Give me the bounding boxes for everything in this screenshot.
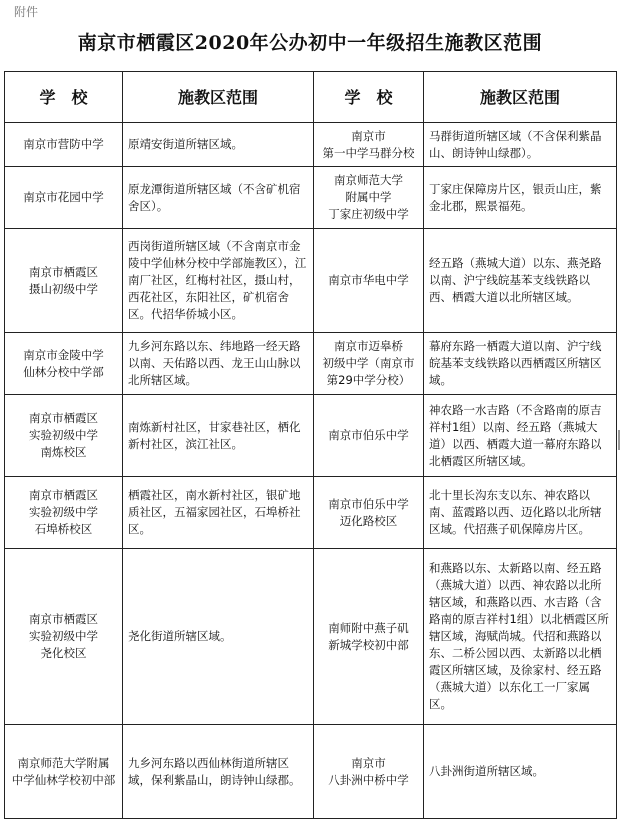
- school-name-line: 南京市华电中学: [328, 273, 409, 287]
- table-header-row: [5, 72, 617, 123]
- left-area-cell: 西岗街道所辖区域（不含南京市金陵中学仙林分校中学部施教区），江南厂社区，红梅村社区，摄山村，西花社区，东阳社区，矿机宿舍区。代招华侨城小区。: [123, 229, 314, 333]
- table-row: [5, 333, 617, 395]
- left-school-cell: [5, 395, 123, 477]
- school-name-line: 南京市: [351, 755, 386, 770]
- school-name-line: 南京市迈皋桥: [334, 339, 403, 353]
- table-row: [5, 167, 617, 229]
- school-name-line: 南京师范大学: [334, 173, 403, 187]
- left-school-cell: [5, 167, 123, 229]
- right-school-cell: [314, 333, 424, 395]
- right-school-cell: [314, 477, 424, 549]
- school-name-line: 南京市栖霞区: [29, 264, 98, 279]
- table-row: [5, 229, 617, 333]
- school-name-line: 南京市栖霞区: [29, 612, 98, 626]
- right-school-cell: [314, 123, 424, 167]
- school-name-line: 南京市花园中学: [23, 190, 104, 204]
- left-school-cell: [5, 123, 123, 167]
- school-name-line: 南炼校区: [40, 445, 87, 459]
- left-area-cell: 原龙潭街道所辖区域（不含矿机宿舍区）。: [123, 167, 314, 229]
- school-name-line: 摄山初级中学: [29, 281, 98, 296]
- school-name-line: 丁家庄初级中学: [328, 207, 409, 221]
- header-school-right: 学 校: [314, 72, 424, 123]
- school-name-line: 迈化路校区: [339, 513, 398, 528]
- school-name-line: 第一中学马群分校: [322, 145, 415, 160]
- school-name-line: 南京市栖霞区: [29, 411, 98, 425]
- right-school-cell: [314, 725, 424, 819]
- right-area-cell: 幕府东路一栖霞大道以南、沪宁线皖基苯支线铁路以西栖霞区所辖区域。: [424, 333, 617, 395]
- school-name-line: 南京市: [351, 128, 386, 143]
- left-area-cell: 原靖安街道所辖区域。: [123, 123, 314, 167]
- table-row: [5, 477, 617, 549]
- right-area-cell: 丁家庄保障房片区，银贡山庄，紫金北郡，熙景福苑。: [424, 167, 617, 229]
- school-name-line: 石埠桥校区: [34, 522, 93, 536]
- left-area-cell: 九乡河东路以西仙林街道所辖区域，保利紫晶山，朗诗钟山绿郡。: [123, 725, 314, 819]
- left-school-cell: [5, 229, 123, 333]
- right-school-cell: [314, 229, 424, 333]
- right-school-cell: [314, 549, 424, 725]
- header-area-left: 施教区范围: [123, 72, 314, 123]
- school-name-line: 新城学校初中部: [328, 637, 409, 652]
- school-name-line: 实验初级中学: [29, 629, 98, 643]
- right-area-cell: 和燕路以东、太新路以南、经五路（燕城大道）以西、神农路以北所辖区域，和燕路以西、水吉路（含路南的原吉祥村1组）以北栖霞区所辖区域，海赋尚城。代招和燕路以东、二桥公园以西、太新路以北栖霞区所辖区域，及徐家村、经五路（燕城大道）以东化工一厂家属区。: [424, 549, 617, 725]
- left-school-cell: [5, 333, 123, 395]
- school-name-line: 初级中学（南京市: [322, 356, 415, 370]
- right-area-cell: 北十里长沟东支以东、神农路以南、蓝霞路以西、迈化路以北所辖区域。代招燕子矶保障房片区。: [424, 477, 617, 549]
- right-area-cell: 经五路（燕城大道）以东、燕尧路以南、沪宁线皖基苯支线铁路以西、栖霞大道以北所辖区域。: [424, 229, 617, 333]
- left-school-cell: [5, 725, 123, 819]
- school-name-line: 仙林分校中学部: [23, 364, 104, 379]
- school-name-line: 第29中学分校）: [326, 373, 411, 387]
- left-area-cell: 九乡河东路以东、纬地路一经天路以南、天佑路以西、龙王山山脉以北所辖区域。: [123, 333, 314, 395]
- left-school-cell: [5, 549, 123, 725]
- right-area-cell: 神农路一水吉路（不含路南的原吉祥村1组）以南、经五路（燕城大道）以西、栖霞大道一幕府东路以北栖霞区所辖区域。: [424, 395, 617, 477]
- header-area-right: 施教区范围: [424, 72, 617, 123]
- table-row: [5, 395, 617, 477]
- table-body: [5, 123, 617, 819]
- school-name-line: 南师附中燕子矶: [328, 620, 409, 635]
- document-title: 南京市栖霞区2020年公办初中一年级招生施教区范围: [77, 32, 543, 54]
- table-row: [5, 725, 617, 819]
- school-name-line: 附属中学: [345, 190, 392, 204]
- right-area-cell: 八卦洲街道所辖区域。: [424, 725, 617, 819]
- school-name-line: 南京市金陵中学: [23, 347, 104, 362]
- header-school-left: 学 校: [5, 72, 123, 123]
- school-name-line: 实验初级中学: [29, 428, 98, 442]
- school-name-line: 南京市营防中学: [23, 137, 104, 151]
- school-name-line: 南京市伯乐中学: [328, 428, 409, 442]
- left-area-cell: 南炼新村社区，甘家巷社区，栖化新村社区，滨江社区。: [123, 395, 314, 477]
- right-school-cell: [314, 395, 424, 477]
- table-row: [5, 123, 617, 167]
- school-name-line: 八卦洲中桥中学: [328, 772, 409, 787]
- table-row: [5, 549, 617, 725]
- left-area-cell: 尧化街道所辖区域。: [123, 549, 314, 725]
- attachment-label: 附件: [14, 5, 39, 19]
- right-school-cell: [314, 167, 424, 229]
- school-name-line: 尧化校区: [40, 646, 87, 660]
- school-name-line: 南京师范大学附属: [17, 755, 110, 770]
- right-area-cell: 马群街道所辖区域（不含保利紫晶山、朗诗钟山绿郡）。: [424, 123, 617, 167]
- school-name-line: 南京市伯乐中学: [328, 496, 409, 511]
- left-school-cell: [5, 477, 123, 549]
- school-name-line: 实验初级中学: [29, 505, 98, 519]
- left-area-cell: 栖霞社区，南水新村社区，银矿地质社区，五福家园社区，石埠桥社区。: [123, 477, 314, 549]
- school-name-line: 南京市栖霞区: [29, 488, 98, 502]
- enrollment-zone-table: [4, 71, 617, 819]
- school-name-line: 中学仙林学校初中部: [11, 772, 116, 787]
